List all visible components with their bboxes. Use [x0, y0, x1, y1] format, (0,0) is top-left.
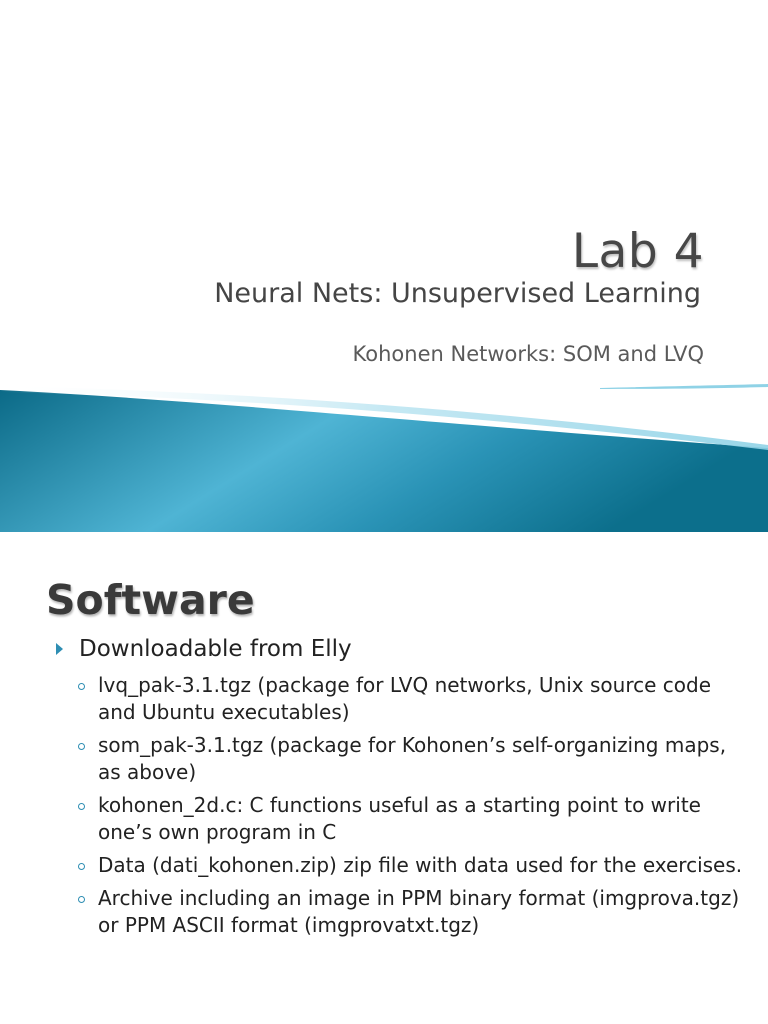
list-item-text: som_pak-3.1.tgz (package for Kohonen’s self-organizing maps, as above) — [98, 733, 727, 784]
list-item — [78, 885, 748, 939]
list-item — [78, 852, 748, 879]
list-item — [78, 672, 748, 726]
slide-subtitle: Neural Nets: Unsupervised Learning — [214, 278, 701, 309]
sub-bullet-list — [78, 672, 748, 945]
slide-subtitle-secondary: Kohonen Networks: SOM and LVQ — [352, 342, 704, 366]
bullet-text: Downloadable from Elly — [79, 636, 352, 662]
circle-bullet-icon — [78, 683, 85, 690]
software-slide — [0, 532, 768, 1024]
circle-bullet-icon — [78, 863, 85, 870]
circle-bullet-icon — [78, 803, 85, 810]
list-item-text: kohonen_2d.c: C functions useful as a starting point to write one’s own program in C — [98, 793, 701, 844]
list-item-text: Archive including an image in PPM binary format (imgprova.tgz) or PPM ASCII format (imgprovatxt.tgz) — [98, 886, 740, 937]
slide-title: Lab 4 — [571, 224, 704, 279]
triangle-bullet-icon — [56, 643, 63, 655]
list-item-text: lvq_pak-3.1.tgz (package for LVQ networks, Unix source code and Ubuntu executables) — [98, 673, 711, 724]
list-item — [78, 792, 748, 846]
list-item-text: Data (dati_kohonen.zip) zip file with data used for the exercises. — [98, 853, 743, 877]
decorative-wave-band — [0, 380, 768, 532]
circle-bullet-icon — [78, 896, 85, 903]
slide-title: Software — [46, 576, 255, 624]
list-item — [78, 732, 748, 786]
circle-bullet-icon — [78, 743, 85, 750]
bullet-level1 — [56, 636, 352, 662]
